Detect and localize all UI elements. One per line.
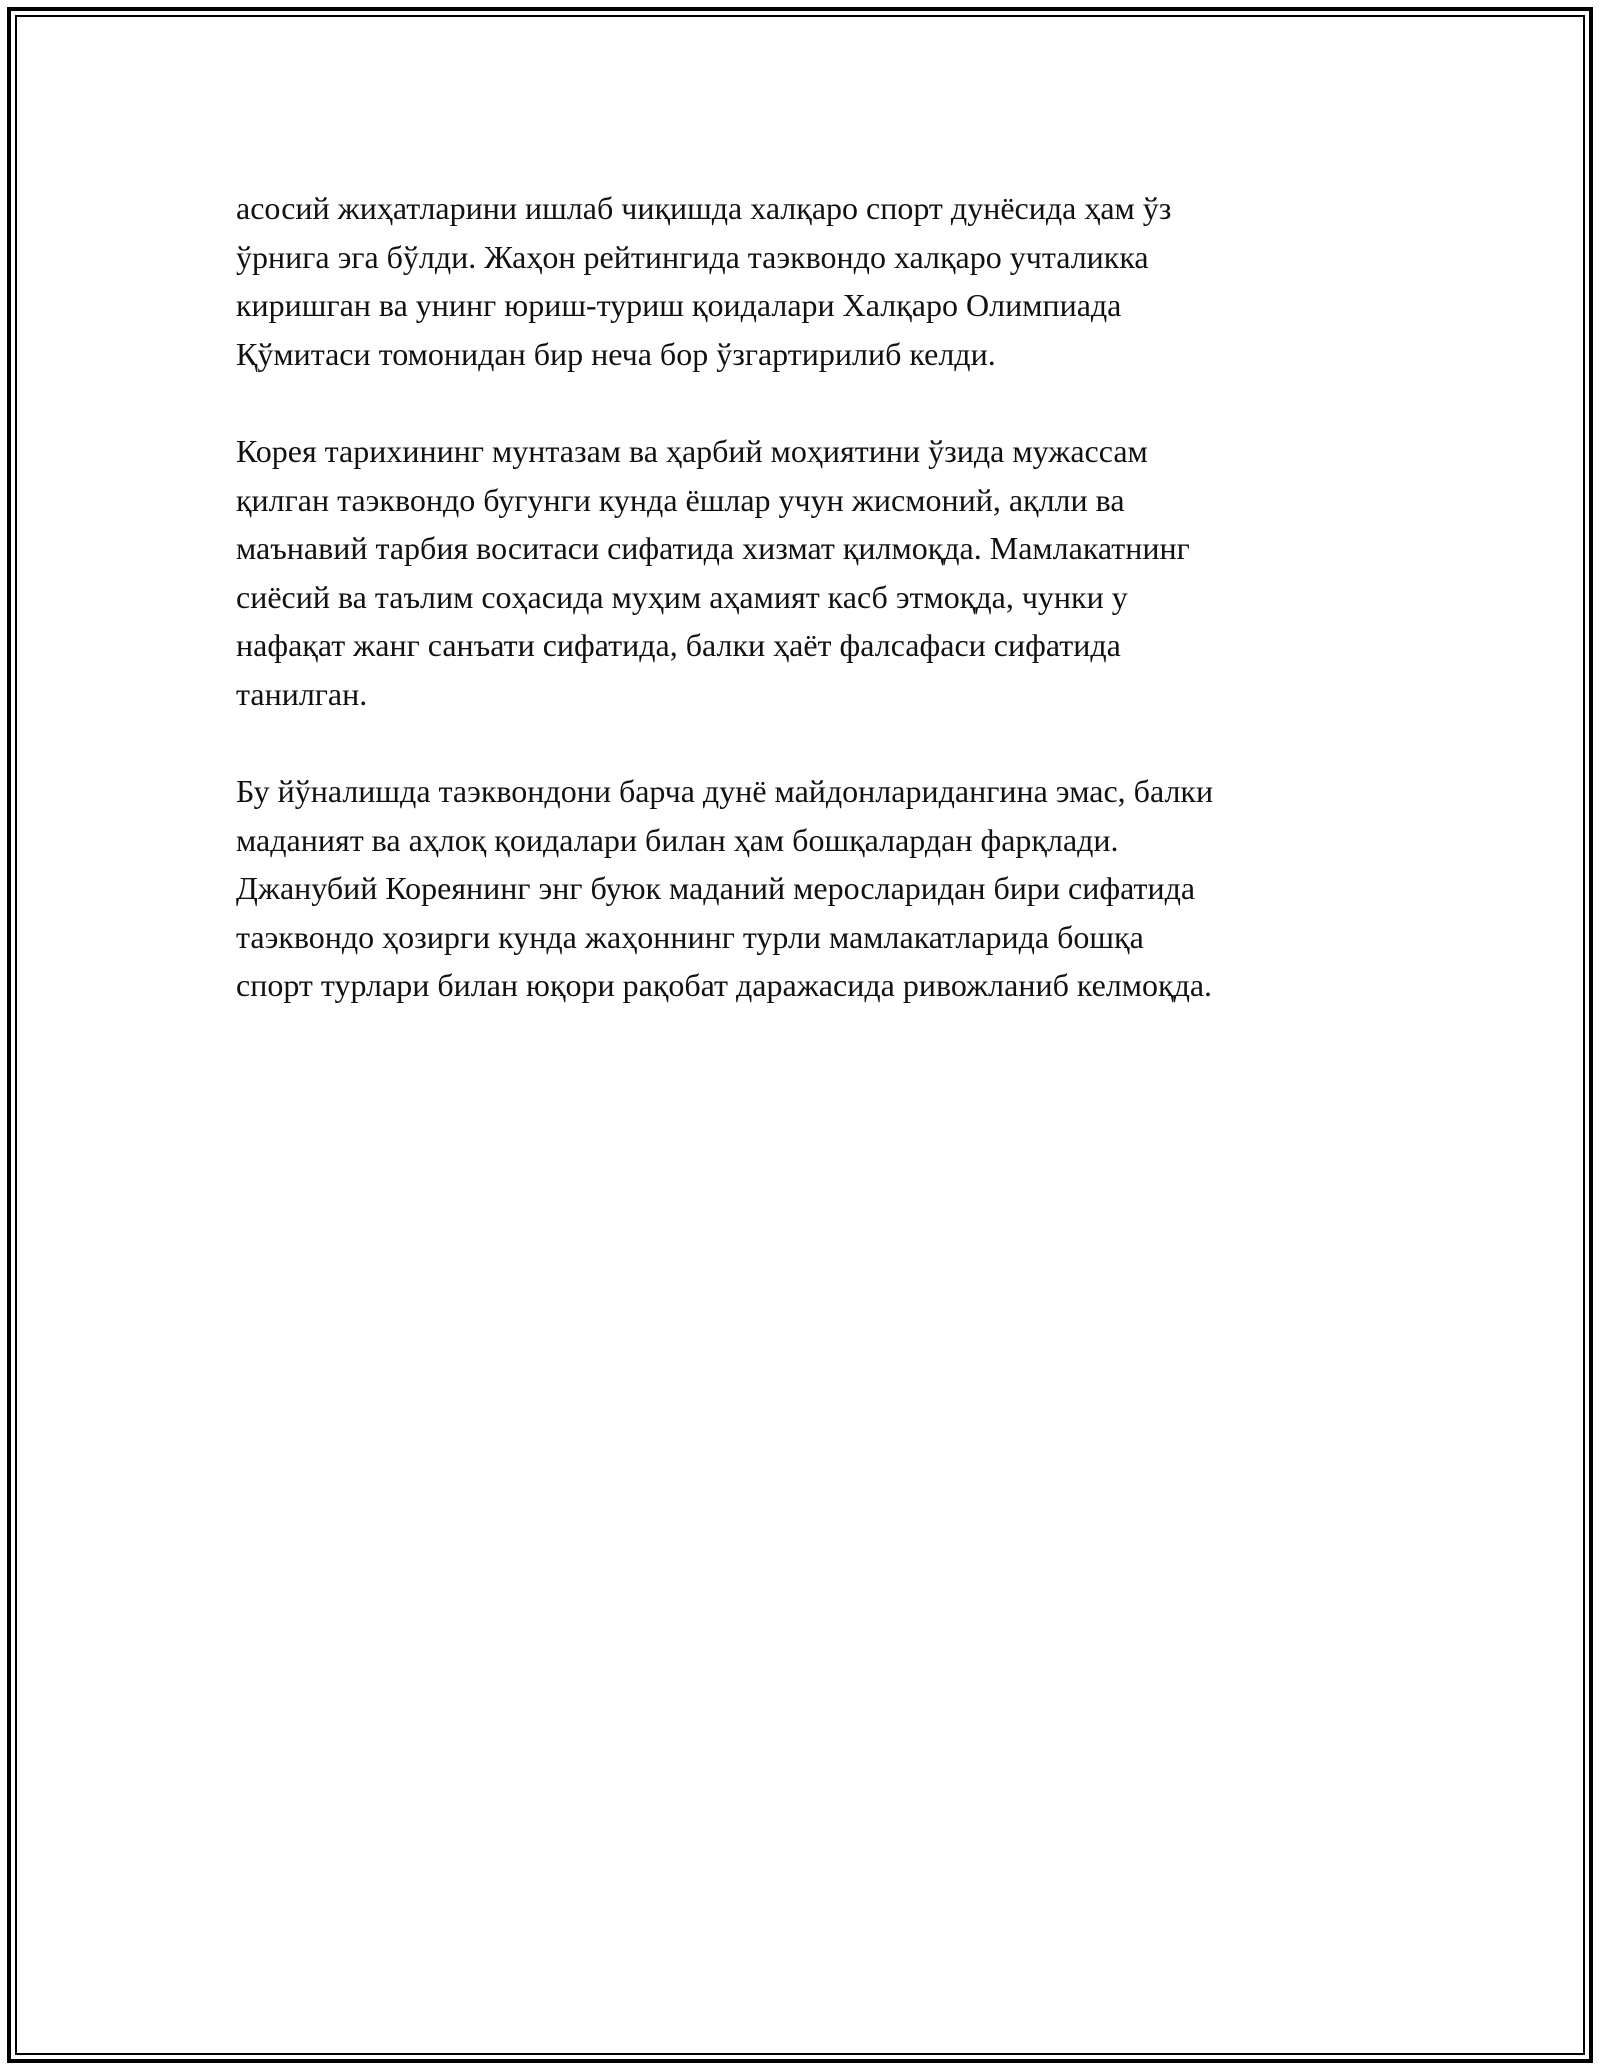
text-line: нафақат жанг санъати сифатида, балки ҳаёт фалсафаси сифатида xyxy=(236,627,1121,663)
text-line: Корея тарихининг мунтазам ва ҳарбий моҳиятини ўзида мужассам xyxy=(236,433,1148,469)
text-line: танилган. xyxy=(236,675,368,712)
text-line: маънавий тарбия воситаси сифатида хизмат қилмоқда. Мамлакатнинг xyxy=(236,530,1190,566)
text-line: ўрнига эга бўлди. Жаҳон рейтингида таэквондо халқаро учталикка xyxy=(236,238,1149,275)
text-line: қилган таэквондо бугунги кунда ёшлар учун жисмоний, ақлли ва xyxy=(236,481,1125,518)
text-line: спорт турлари билан юқори рақобат даражасида ривожланиб келмоқда. xyxy=(236,967,1213,1003)
text-line: Бу йўналишда таэквондони барча дунё майдонларидангина эмас, балки xyxy=(236,773,1214,809)
paragraph-2 xyxy=(236,427,1396,718)
text-line: Джанубий Кореянинг энг буюк маданий меросларидан бири сифатида xyxy=(236,870,1196,906)
text-line: маданият ва аҳлоқ қоидалари билан ҳам бошқалардан фарқлади. xyxy=(236,821,1119,858)
text-line: сиёсий ва таълим соҳасида муҳим аҳамият касб этмоқда, чунки у xyxy=(236,578,1128,615)
text-line: таэквондо ҳозирги кунда жаҳоннинг турли мамлакатларида бошқа xyxy=(236,918,1144,955)
text-line: асосий жиҳатларини ишлаб чиқишда халқаро спорт дунёсида ҳам ўз xyxy=(236,190,1172,226)
paragraph-1 xyxy=(236,184,1396,378)
text-line: Қўмитаси томонидан бир неча бор ўзгартирилиб келди. xyxy=(236,335,996,372)
document-body xyxy=(236,184,1396,1059)
paragraph-3 xyxy=(236,767,1396,1010)
text-line: киришган ва унинг юриш-туриш қоидалари Халқаро Олимпиада xyxy=(236,287,1122,323)
